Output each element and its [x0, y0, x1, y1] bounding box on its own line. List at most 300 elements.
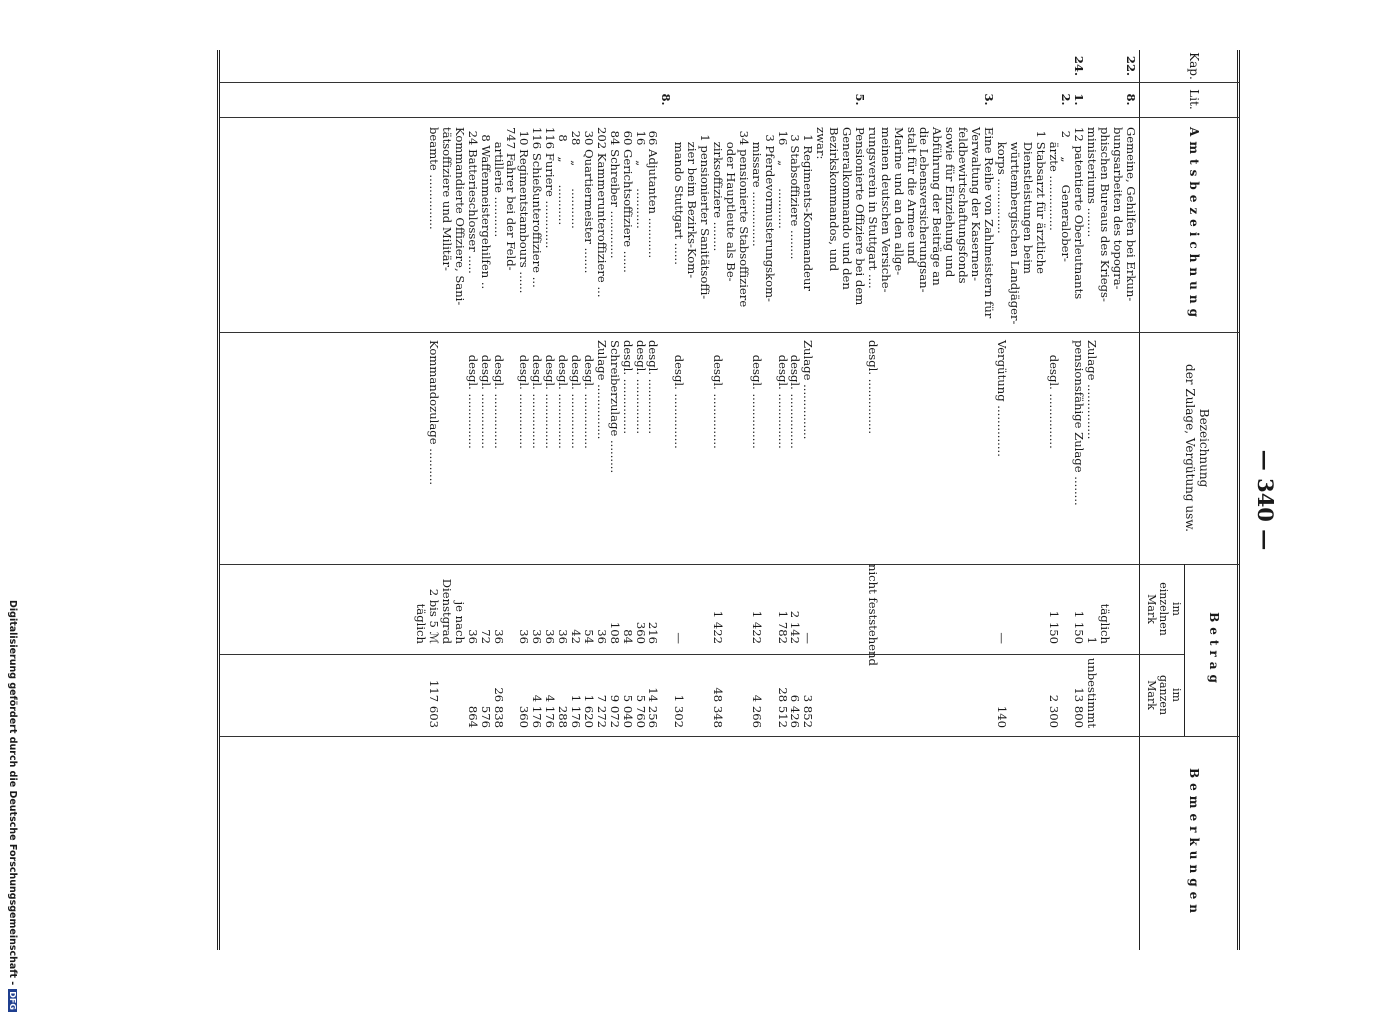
betrag-einzeln-cell: 1 782: [775, 610, 790, 644]
table-row: [1072, 50, 1085, 950]
bezeichnung-cell: desgl. ...............: [1046, 340, 1061, 449]
lit-cell: [956, 82, 969, 117]
allowance-table: [215, 50, 1240, 950]
amtsbezeichnung-cell: Gemeine, Gehilfen bei Erkun-: [1124, 127, 1138, 302]
kap-cell: [918, 50, 931, 82]
bezeichnung-cell: desgl. ...............: [672, 340, 687, 449]
amtsbezeichnung-cell: sowie für Einziehung und: [943, 127, 958, 278]
lit-cell: [569, 82, 582, 117]
bezeichnung-cell: [453, 332, 466, 564]
betrag-ganzen-cell: 13 800: [1072, 687, 1087, 728]
header-im-ganzen: [1144, 654, 1182, 736]
table-row: [956, 50, 969, 950]
kap-cell: [1111, 50, 1124, 82]
kap-cell: [582, 50, 595, 82]
lit-cell: [440, 82, 453, 117]
table-row: [737, 50, 750, 950]
amtsbezeichnung-cell: 3 Pferdevormusterungskom-: [762, 127, 777, 302]
table-row: [698, 50, 711, 950]
kap-cell: [505, 50, 518, 82]
amtsbezeichnung-cell: Marine und an den allge-: [891, 127, 906, 276]
betrag-ganzen-cell: [1060, 654, 1073, 736]
bezeichnung-cell: desgl. ...............: [865, 340, 880, 435]
amtsbezeichnung-cell: 28 „ ...........: [569, 127, 584, 229]
bemerkungen-cell: [995, 736, 1008, 950]
bemerkungen-cell: [853, 736, 866, 950]
bemerkungen-cell: [556, 736, 569, 950]
betrag-ganzen-cell: [892, 654, 905, 736]
amtsbezeichnung-cell: zirksoffiziere ........: [711, 127, 725, 252]
table-row: [724, 50, 737, 950]
bezeichnung-cell: [724, 332, 737, 564]
amtsbezeichnung-cell: korps ...............: [994, 127, 1009, 234]
lit-cell: [905, 82, 918, 117]
bemerkungen-cell: [969, 736, 982, 950]
table-row: [582, 50, 595, 950]
lit-cell: [1098, 82, 1111, 117]
amtsbezeichnung-cell: Bezirkskommandos, und: [827, 127, 842, 272]
bezeichnung-cell: [956, 332, 969, 564]
lit-cell: [931, 82, 944, 117]
amtsbezeichnung-cell: 8 Waffenmeistergehilfen ..: [478, 127, 493, 290]
bezeichnung-cell: [1021, 332, 1034, 564]
betrag-ganzen-cell: [931, 654, 944, 736]
table-row: [801, 50, 814, 950]
kap-cell: [1008, 50, 1021, 82]
betrag-ganzen-cell: [453, 654, 466, 736]
bemerkungen-cell: [685, 736, 698, 950]
kap-cell: [750, 50, 763, 82]
betrag-ganzen-cell: 14 256: [646, 687, 661, 728]
bezeichnung-cell: [1060, 332, 1073, 564]
betrag-einzeln-cell: [931, 564, 944, 654]
header-bottom-rule: [1139, 50, 1140, 950]
kap-cell: [724, 50, 737, 82]
amtsbezeichnung-cell: meinen deutschen Versiche-: [878, 127, 893, 293]
table-row: [1085, 50, 1098, 950]
kap-cell: [801, 50, 814, 82]
table-row: [492, 50, 505, 950]
betrag-ganzen-cell: 4 266: [749, 694, 764, 728]
kap-cell: [711, 50, 724, 82]
amtsbezeichnung-cell: ministeriums ........: [1085, 127, 1100, 238]
bemerkungen-cell: [492, 736, 505, 950]
lit-cell: [1034, 82, 1047, 117]
betrag-ganzen-cell: [763, 654, 776, 736]
table-body: [414, 50, 1137, 950]
kap-cell: [969, 50, 982, 82]
betrag-einzeln-cell: 36: [594, 629, 609, 644]
bezeichnung-cell: [879, 332, 892, 564]
lit-cell: [492, 82, 505, 117]
header-kap: Kap.: [1187, 52, 1201, 80]
bemerkungen-cell: [737, 736, 750, 950]
table-row: [672, 50, 685, 950]
betrag-ganzen-cell: [866, 654, 879, 736]
betrag-einzeln-cell: [982, 564, 995, 654]
bemerkungen-cell: [543, 736, 556, 950]
bezeichnung-cell: [737, 332, 750, 564]
amtsbezeichnung-cell: 1 pensionierter Sanitätsoffi-: [698, 127, 713, 300]
betrag-einzeln-cell: täglich: [1098, 603, 1113, 644]
table-row: [466, 50, 479, 950]
betrag-einzeln-cell: [814, 564, 827, 654]
bemerkungen-cell: [1124, 736, 1137, 950]
betrag-ganzen-cell: [1098, 654, 1111, 736]
betrag-ganzen-cell: 864: [465, 705, 480, 728]
lit-cell: [518, 82, 531, 117]
betrag-einzeln-cell: [1111, 564, 1124, 654]
amtsbezeichnung-cell: mando Stuttgart ......: [672, 127, 687, 265]
amtsbezeichnung-cell: 3 Stabsoffiziere ........: [788, 127, 803, 260]
kap-cell: [853, 50, 866, 82]
bemerkungen-cell: [763, 736, 776, 950]
amtsbezeichnung-cell: 12 patentierte Oberleutnants: [1072, 127, 1087, 300]
bezeichnung-cell: Schreiberzulage .........: [607, 340, 622, 474]
lit-cell: [827, 82, 840, 117]
table-row: [943, 50, 956, 950]
bemerkungen-cell: [1098, 736, 1111, 950]
bezeichnung-cell: [814, 332, 827, 564]
betrag-einzeln-cell: je nach: [452, 601, 467, 644]
betrag-ganzen-cell: [814, 654, 827, 736]
table-row: [789, 50, 802, 950]
bezeichnung-cell: desgl. ...............: [556, 340, 571, 449]
lit-cell: 3.: [982, 93, 997, 106]
bezeichnung-cell: desgl. ...............: [633, 340, 648, 435]
kap-cell: [827, 50, 840, 82]
bezeichnung-cell: desgl. ...............: [543, 340, 558, 449]
betrag-ganzen-cell: [905, 654, 918, 736]
bemerkungen-cell: [801, 736, 814, 950]
betrag-einzeln-cell: [827, 564, 840, 654]
header-ganz-2: ganzen: [1157, 674, 1171, 716]
bezeichnung-cell: [892, 332, 905, 564]
amtsbezeichnung-cell: 2 „ Generalober-: [1059, 127, 1074, 262]
bemerkungen-cell: [956, 736, 969, 950]
amtsbezeichnung-cell: rungsverein in Stuttgart ....: [865, 127, 880, 289]
table-row: [595, 50, 608, 950]
bezeichnung-cell: [853, 332, 866, 564]
betrag-einzeln-cell: 54: [581, 629, 596, 644]
amtsbezeichnung-cell: bungsarbeiten des topogra-: [1111, 127, 1126, 290]
betrag-ganzen-cell: [943, 654, 956, 736]
lit-cell: 1.: [1072, 93, 1087, 106]
amtsbezeichnung-cell: die Lebensversicherungsan-: [917, 127, 932, 293]
kap-cell: [1098, 50, 1111, 82]
amtsbezeichnung-cell: 8 „ ...........: [556, 127, 571, 226]
kap-cell: [414, 50, 427, 82]
bemerkungen-cell: [440, 736, 453, 950]
bemerkungen-cell: [518, 736, 531, 950]
kap-cell: [518, 50, 531, 82]
betrag-ganzen-cell: 1 302: [672, 694, 687, 728]
amtsbezeichnung-cell: [659, 117, 672, 332]
amtsbezeichnung-cell: zier beim Bezirks-Kom-: [685, 127, 700, 279]
bezeichnung-cell: desgl. ...............: [788, 340, 803, 449]
bezeichnung-cell: [827, 332, 840, 564]
bemerkungen-cell: [1072, 736, 1085, 950]
betrag-ganzen-cell: [982, 654, 995, 736]
bemerkungen-cell: [1111, 736, 1124, 950]
kap-cell: [621, 50, 634, 82]
lit-cell: [685, 82, 698, 117]
betrag-ganzen-cell: unbestimmt: [1085, 657, 1100, 728]
kap-cell: [453, 50, 466, 82]
bemerkungen-cell: [750, 736, 763, 950]
dfg-logo: DFG: [8, 991, 17, 1010]
kap-cell: [737, 50, 750, 82]
header-bezeichnung-line1: Bezeichnung: [1197, 408, 1211, 488]
bemerkungen-cell: [789, 736, 802, 950]
betrag-ganzen-cell: 7 272: [594, 694, 609, 728]
bezeichnung-cell: desgl. ...............: [569, 340, 584, 449]
betrag-einzeln-cell: 2 bis 5 ℳ: [427, 588, 442, 644]
kap-cell: [608, 50, 621, 82]
betrag-einzeln-cell: [698, 564, 711, 654]
betrag-einzeln-cell: [505, 564, 518, 654]
betrag-einzeln-cell: 72: [478, 629, 493, 644]
betrag-ganzen-cell: [505, 654, 518, 736]
kap-cell: [595, 50, 608, 82]
bemerkungen-cell: [1085, 736, 1098, 950]
betrag-einzeln-cell: 36: [543, 629, 558, 644]
bezeichnung-cell: [982, 332, 995, 564]
header-bezeichnung: [1182, 332, 1210, 564]
bemerkungen-cell: [1008, 736, 1021, 950]
bezeichnung-cell: [440, 332, 453, 564]
bemerkungen-cell: [1021, 736, 1034, 950]
amtsbezeichnung-cell: 24 Batterieschlosser .....: [465, 127, 480, 274]
table-row: [479, 50, 492, 950]
bezeichnung-cell: desgl. ...............: [711, 340, 725, 449]
lit-cell: [427, 82, 440, 117]
amtsbezeichnung-cell: ärzte ...............: [1046, 127, 1061, 231]
bezeichnung-cell: desgl. ...............: [530, 340, 545, 449]
lit-cell: [595, 82, 608, 117]
amtsbezeichnung-cell: zwar:: [814, 127, 829, 160]
lit-cell: [1021, 82, 1034, 117]
lit-cell: [530, 82, 543, 117]
amtsbezeichnung-cell: beamte ...............: [427, 127, 442, 230]
bezeichnung-cell: Vergütung ..............: [994, 340, 1009, 457]
amtsbezeichnung-cell: 16 „ ...........: [633, 127, 648, 229]
betrag-ganzen-cell: 6 426: [788, 694, 803, 728]
kap-cell: [776, 50, 789, 82]
bezeichnung-cell: [918, 332, 931, 564]
betrag-ganzen-cell: [1111, 654, 1124, 736]
amtsbezeichnung-cell: 1 Regiments-Kommandeur: [801, 127, 816, 291]
lit-cell: [466, 82, 479, 117]
bemerkungen-cell: [866, 736, 879, 950]
lit-cell: [672, 82, 685, 117]
betrag-einzeln-cell: [905, 564, 918, 654]
lit-cell: [969, 82, 982, 117]
header-einz-2: einzelnen: [1157, 582, 1171, 636]
kap-cell: [943, 50, 956, 82]
betrag-ganzen-cell: [698, 654, 711, 736]
bezeichnung-cell: [969, 332, 982, 564]
amtsbezeichnung-cell: Pensionierte Offiziere bei dem: [852, 127, 867, 306]
bemerkungen-cell: [827, 736, 840, 950]
amtsbezeichnung-cell: Verwaltung der Kasernen-: [969, 127, 984, 282]
bezeichnung-cell: Zulage ...............: [1085, 340, 1100, 440]
lit-cell: [737, 82, 750, 117]
betrag-einzeln-cell: 1: [1085, 636, 1100, 644]
table-row: [1060, 50, 1073, 950]
lit-cell: [556, 82, 569, 117]
betrag-einzeln-cell: [969, 564, 982, 654]
lit-cell: [995, 82, 1008, 117]
betrag-einzeln-cell: [853, 564, 866, 654]
lit-cell: [750, 82, 763, 117]
table-row: [776, 50, 789, 950]
bemerkungen-cell: [879, 736, 892, 950]
amtsbezeichnung-cell: 16 „ ...........: [775, 127, 790, 229]
amtsbezeichnung-cell: oder Hauptleute als Be-: [723, 127, 738, 282]
table-row: [608, 50, 621, 950]
page-number: — 340 —: [1253, 449, 1278, 551]
bemerkungen-cell: [814, 736, 827, 950]
table-row: [530, 50, 543, 950]
bezeichnung-cell: [505, 332, 518, 564]
header-ganz-1: im: [1170, 688, 1183, 702]
betrag-einzeln-cell: 1 150: [1072, 610, 1087, 644]
betrag-ganzen-cell: [918, 654, 931, 736]
lit-cell: [1047, 82, 1060, 117]
header-ganz-3: Mark: [1144, 680, 1158, 710]
header-lit: Lit.: [1187, 89, 1201, 110]
amtsbezeichnung-cell: artillerie ...........: [491, 127, 506, 238]
kap-cell: [1021, 50, 1034, 82]
amtsbezeichnung-cell: 10 Regimentstambours ......: [517, 127, 532, 294]
amtsbezeichnung-cell: Eine Reihe von Zahlmeistern für: [982, 127, 997, 319]
bemerkungen-cell: [414, 736, 427, 950]
lit-cell: 8.: [659, 93, 674, 106]
lit-cell: [1111, 82, 1124, 117]
table-row: [763, 50, 776, 950]
bezeichnung-cell: [931, 332, 944, 564]
kap-cell: [982, 50, 995, 82]
kap-cell: [427, 50, 440, 82]
header-einz-1: im: [1170, 602, 1183, 616]
betrag-ganzen-cell: 5 760: [633, 694, 648, 728]
bezeichnung-cell: [1124, 332, 1137, 564]
amtsbezeichnung-cell: 60 Gerichtsoffiziere ......: [620, 127, 635, 273]
betrag-einzeln-cell: [956, 564, 969, 654]
bemerkungen-cell: [608, 736, 621, 950]
header-einz-3: Mark: [1144, 594, 1158, 624]
lit-cell: 2.: [1059, 93, 1074, 106]
table-row: [659, 50, 672, 950]
bezeichnung-cell: [685, 332, 698, 564]
bezeichnung-cell: desgl. ...............: [646, 340, 661, 435]
bemerkungen-cell: [621, 736, 634, 950]
kap-cell: [672, 50, 685, 82]
amtsbezeichnung-cell: 84 Schreiber .............: [607, 127, 622, 259]
bemerkungen-cell: [776, 736, 789, 950]
kap-cell: [866, 50, 879, 82]
bezeichnung-cell: [943, 332, 956, 564]
bezeichnung-cell: [698, 332, 711, 564]
betrag-ganzen-cell: [853, 654, 866, 736]
bezeichnung-cell: [1034, 332, 1047, 564]
bemerkungen-cell: [840, 736, 853, 950]
kap-cell: [492, 50, 505, 82]
bemerkungen-cell: [530, 736, 543, 950]
betrag-ganzen-cell: 576: [478, 705, 493, 728]
betrag-einzeln-cell: [1060, 564, 1073, 654]
betrag-ganzen-cell: 9 072: [607, 694, 622, 728]
bezeichnung-cell: desgl. ...............: [465, 340, 480, 449]
amtsbezeichnung-cell: Generalkommando und den: [840, 127, 855, 290]
kap-cell: [698, 50, 711, 82]
kap-cell: [1034, 50, 1047, 82]
bemerkungen-cell: [724, 736, 737, 950]
header-im-einzelnen: [1144, 564, 1182, 654]
lit-cell: [801, 82, 814, 117]
betrag-einzeln-cell: [685, 564, 698, 654]
lit-cell: [698, 82, 711, 117]
kap-cell: [556, 50, 569, 82]
betrag-einzeln-cell: [763, 564, 776, 654]
bemerkungen-cell: [647, 736, 660, 950]
table-row: [685, 50, 698, 950]
kap-cell: [879, 50, 892, 82]
bemerkungen-cell: [1034, 736, 1047, 950]
betrag-ganzen-cell: [659, 654, 672, 736]
table-row: [750, 50, 763, 950]
table-row: [814, 50, 827, 950]
amtsbezeichnung-cell: 116 Schießunteroffiziere ...: [530, 127, 545, 288]
table-row: [969, 50, 982, 950]
table-row: [931, 50, 944, 950]
betrag-einzeln-cell: —: [994, 632, 1009, 644]
digitization-note: [2, 600, 18, 1010]
betrag-ganzen-cell: [1124, 654, 1137, 736]
lit-cell: [479, 82, 492, 117]
bemerkungen-cell: [943, 736, 956, 950]
kap-cell: [634, 50, 647, 82]
bezeichnung-cell: [659, 332, 672, 564]
scanned-page: [215, 50, 1290, 950]
table-row: [621, 50, 634, 950]
table-row: [1021, 50, 1034, 950]
kap-cell: [892, 50, 905, 82]
betrag-einzeln-cell: [1034, 564, 1047, 654]
amtsbezeichnung-cell: 1 Stabsarzt für ärztliche: [1033, 127, 1048, 274]
betrag-einzeln-cell: [879, 564, 892, 654]
betrag-einzeln-cell: 36: [556, 629, 571, 644]
amtsbezeichnung-cell: Dienstleistungen beim: [1020, 127, 1035, 274]
betrag-ganzen-cell: 26 838: [491, 687, 506, 728]
bezeichnung-cell: desgl. ...............: [581, 340, 596, 449]
bezeichnung-cell: pensionsfähige Zulage ........: [1072, 340, 1087, 506]
kap-cell: [1047, 50, 1060, 82]
bezeichnung-cell: desgl. ...............: [620, 340, 635, 435]
lit-cell: [621, 82, 634, 117]
kap-cell: [931, 50, 944, 82]
betrag-ganzen-cell: [440, 654, 453, 736]
bemerkungen-cell: [659, 736, 672, 950]
betrag-ganzen-cell: 4 176: [530, 694, 545, 728]
bezeichnung-cell: [414, 332, 427, 564]
betrag-ganzen-cell: 48 348: [711, 687, 725, 728]
kap-cell: 24.: [1072, 55, 1087, 77]
table-row: [505, 50, 518, 950]
bezeichnung-cell: [905, 332, 918, 564]
header-amtsbezeichnung: Amtsbezeichnung: [1187, 127, 1201, 322]
